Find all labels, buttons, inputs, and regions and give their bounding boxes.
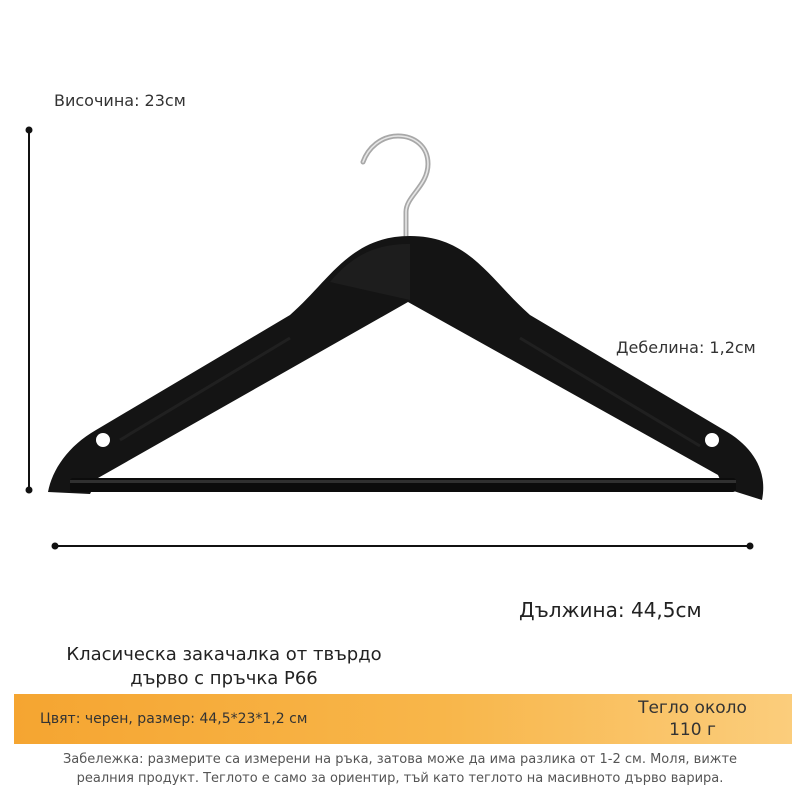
note-line-2: реалния продукт. Теглото е само за ориентир, тъй като теглото на масивното дърво варира. — [76, 771, 724, 786]
length-measure-line — [52, 543, 754, 550]
description-line-1: Класическа закачалка от твърдо — [66, 644, 382, 665]
weight-line-1: Тегло около — [638, 698, 747, 718]
disclaimer-note — [20, 750, 780, 788]
thickness-label: Дебелина: 1,2см — [616, 338, 756, 357]
product-description — [40, 643, 408, 691]
note-line-1: Забележка: размерите са измерени на ръка, затова може да има разлика от 1-2 см. Моля, вижте — [62, 752, 738, 767]
description-line-2: дърво с пръчка P66 — [130, 668, 318, 689]
hanger-body-icon — [48, 236, 763, 500]
weight-text — [620, 697, 765, 741]
weight-line-2: 110 г — [669, 720, 716, 740]
height-label: Височина: 23см — [54, 91, 186, 110]
height-measure-line — [26, 127, 33, 494]
hanger-bar-icon — [70, 478, 736, 492]
hanger-hook-icon — [363, 136, 428, 238]
color-size-text: Цвят: черен, размер: 44,5*23*1,2 см — [40, 711, 308, 727]
length-label: Дължина: 44,5см — [519, 598, 702, 622]
